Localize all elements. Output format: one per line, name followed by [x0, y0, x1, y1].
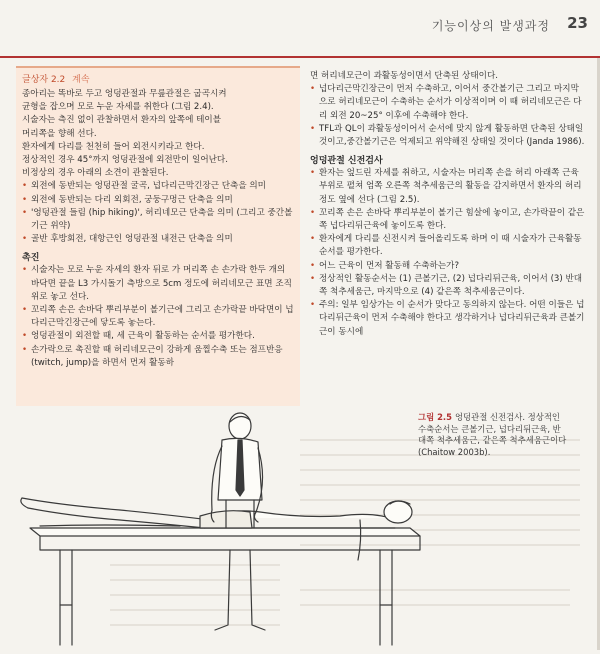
box-sublabel: 계속: [72, 75, 90, 85]
list-item: • 골반 후방회전, 대항근인 엉덩관절 내전근 단축을 의미: [22, 233, 294, 246]
list-item: • 주의: 일부 임상가는 이 순서가 맞다고 동의하지 않는다. 어떤 이들은 넙다리뒤근육이 먼저 수축해야 한다고 생각하거나 넙다리뒤근육과 큰볼기근이 동시에: [310, 299, 586, 339]
list-item: • 넙다리근막긴장근이 먼저 수축하고, 이어서 중간볼기근 그리고 마지막으로 허리네모근이 수축하는 순서가 이상적이며 이 때 허리네모근은 다리 외전 20~25° 이후에 수축해야 한다.: [310, 83, 586, 123]
figure-caption-text: 엉덩관절 신전검사. 정상적인 수축순서는 큰볼기근, 넙다리뒤근육, 반대쪽 척추세움근, 같은쪽 척추세움근이다 (Chaitow 2003b).: [418, 412, 567, 457]
list-item: • 환자는 엎드린 자세를 취하고, 시술자는 머리쪽 손을 허리 아래쪽 근육 부위로 펼쳐 엄쪽 오른쪽 척추세움근의 활동을 감지하면서 환자의 허리 정도 옆에 선다 (그림 2.5).: [310, 167, 586, 207]
continuation-text: 면 허리네모근이 과활동성이면서 단축된 상태이다.: [310, 71, 498, 81]
intro-line: 균형을 잡으며 모로 누운 자세를 취한다 (그림 2.4).: [22, 102, 214, 113]
intro-line: 종아리는 똑바로 두고 엉덩관절과 무릎관절은 굽곡시켜: [22, 89, 227, 99]
list-item: • 어느 근육이 먼저 활동해 수축하는가?: [310, 260, 586, 273]
list-item: • 엉덩관절이 외전할 때, 세 근육이 활동하는 순서를 평가한다.: [22, 330, 294, 343]
extension-test-list: [310, 167, 586, 339]
palpation-heading: 촉진: [22, 253, 40, 264]
list-item: • 꼬리쪽 손은 손바닥 뿌리부분이 볼기근 힘살에 놓이고, 손가락끝이 같은쪽 넙다리뒤근육에 놓이도록 한다.: [310, 207, 586, 233]
continuation-list: [310, 83, 586, 149]
text-box-2-2: [16, 66, 300, 406]
header-rule: [0, 56, 600, 58]
extension-test-heading: 엉덩관절 신전검사: [310, 156, 383, 167]
intro-line: 시술자는 측진 없이 관찰하면서 환자의 앞쪽에 테이블: [22, 115, 222, 126]
figure-label: 그림 2.5: [418, 412, 452, 422]
page-header: [0, 0, 600, 58]
intro-line: 머리쪽을 향해 선다.: [22, 128, 97, 139]
list-item: • 외전에 동반되는 다리 외회전, 궁둥구멍근 단축을 의미: [22, 194, 294, 207]
abnormal-findings-list: [22, 180, 294, 246]
list-item: • 시술자는 모로 누운 자세의 환자 뒤로 가 머리쪽 손 손가락 한두 개의 바닥면 끝을 L3 가시돌기 측방으로 5cm 정도에 허리네모근 표면 조직 위로 놓고 선다.: [22, 264, 294, 304]
list-item: • 손가락으로 촉진할 때 허리네모근이 강하게 움찔수축 또는 점프반응(twitch, jump)을 하면서 먼저 활동하: [22, 344, 294, 370]
list-item: • '엉덩관절 들림 (hip hiking)', 허리네모근 단축을 의미 (그리고 중간볼기근 위약): [22, 207, 294, 233]
box-header: [22, 72, 294, 85]
box-label: 글상자 2.2: [22, 75, 66, 85]
list-item: • 외전에 동반되는 엉덩관절 굴곡, 넙다리근막긴장근 단축을 의미: [22, 180, 294, 193]
page-number: 23: [567, 14, 588, 32]
right-column: [306, 66, 590, 339]
running-header-title: 기능이상의 발생과정: [431, 19, 550, 33]
list-item: • 꼬리쪽 손은 손바닥 뿌리부분이 볼기근에 그리고 손가락끝 바닥면이 넙다리근막긴장근에 닿도록 놓는다.: [22, 304, 294, 330]
palpation-list: [22, 264, 294, 370]
intro-line: 비정상의 경우 아래의 소견이 관찰된다.: [22, 168, 169, 179]
list-item: • 정상적인 활동순서는 (1) 큰볼기근, (2) 넙다리뒤근육, 이어서 (3) 반대쪽 척추세움근, 마지막으로 (4) 같은쪽 척추세움근이다.: [310, 273, 586, 299]
treatment-table: [30, 528, 420, 645]
intro-line: 환자에게 다리를 천천히 들어 외전시키라고 한다.: [22, 141, 205, 152]
figure-caption: [418, 412, 568, 458]
list-item: • TFL과 QL이 과활동성이어서 순서에 맞지 않게 활동하면 단축된 상태일 것이고,중간볼기근은 억제되고 위약해진 상태일 것이다 (Janda 1986).: [310, 123, 586, 149]
intro-line: 정상적인 경우 45°까지 엉덩관절에 외전만이 일어난다.: [22, 155, 228, 166]
list-item: • 환자에게 다리를 신전시켜 들어올리도록 하며 이 때 시술자가 근육활동순서를 평가한다.: [310, 233, 586, 259]
